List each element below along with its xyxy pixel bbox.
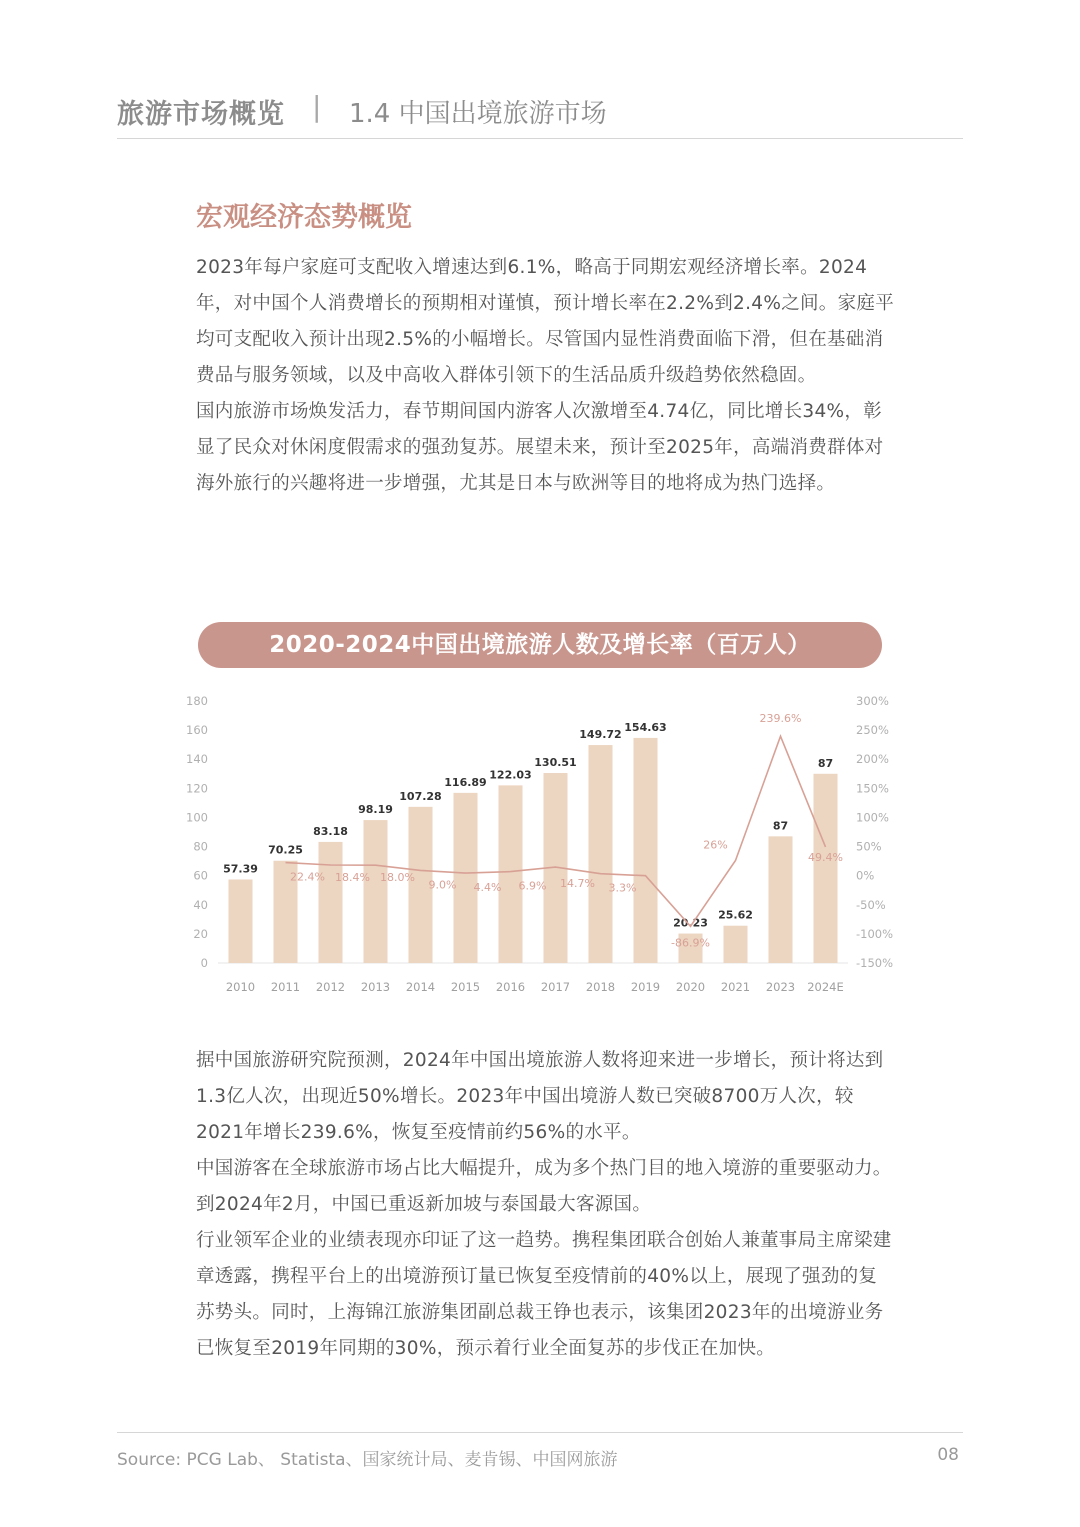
bar-value-label: 98.19 bbox=[358, 803, 393, 817]
bar bbox=[229, 879, 253, 963]
growth-rate-label: 49.4% bbox=[808, 850, 843, 864]
intro-paragraph-2: 国内旅游市场焕发活力，春节期间国内游客人次激增至4.74亿，同比增长34%，彰显了民众对休闲度假需求的强劲复苏。展望未来，预计至2025年，高端消费群体对海外旅行的兴趣将进一步增强，尤其是日本与欧洲等目的地将成为热门选择。 bbox=[196, 401, 884, 494]
bar bbox=[724, 926, 748, 963]
x-tick-label: 2023 bbox=[765, 980, 796, 994]
x-tick-label: 2012 bbox=[315, 980, 346, 994]
x-tick-label: 2010 bbox=[225, 980, 256, 994]
growth-rate-label: -86.9% bbox=[671, 936, 710, 950]
bar bbox=[319, 842, 343, 963]
bar-value-label: 87 bbox=[817, 756, 834, 770]
y-right-tick-label: 150% bbox=[856, 781, 889, 796]
growth-rate-label: 18.0% bbox=[380, 871, 415, 885]
intro-text bbox=[196, 250, 896, 502]
growth-rate-label: 26% bbox=[703, 838, 728, 852]
bar-value-label: 83.18 bbox=[313, 824, 348, 838]
header-title: 旅游市场概览 bbox=[117, 99, 285, 130]
y-right-tick-label: 100% bbox=[856, 810, 889, 825]
y-right-tick-label: 250% bbox=[856, 723, 889, 738]
y-right-tick-label: 50% bbox=[856, 839, 882, 854]
bar bbox=[634, 738, 658, 963]
y-left-tick-label: 120 bbox=[186, 781, 208, 796]
x-tick-label: 2013 bbox=[360, 980, 391, 994]
body-text bbox=[196, 1043, 896, 1367]
growth-rate-label: 3.3% bbox=[608, 881, 637, 895]
y-right-tick-label: -150% bbox=[856, 956, 894, 970]
bar bbox=[364, 820, 388, 963]
bar-value-label: 25.62 bbox=[718, 908, 753, 922]
bar-value-label: 20.23 bbox=[673, 916, 708, 930]
page-number: 08 bbox=[937, 1445, 959, 1465]
bar-value-label: 107.28 bbox=[399, 789, 442, 803]
x-tick-label: 2019 bbox=[630, 980, 661, 994]
bar-value-label: 57.39 bbox=[223, 862, 258, 876]
y-right-tick-label: 0% bbox=[856, 868, 875, 883]
page-header bbox=[117, 88, 963, 139]
x-tick-label: 2024E bbox=[807, 980, 844, 994]
header-subtitle: 1.4 中国出境旅游市场 bbox=[349, 99, 607, 129]
bar-value-label: 116.89 bbox=[444, 775, 487, 789]
y-right-tick-label: -50% bbox=[856, 897, 886, 912]
bar bbox=[454, 793, 478, 963]
x-tick-label: 2015 bbox=[450, 980, 481, 994]
bar-value-label: 87 bbox=[772, 819, 789, 833]
growth-rate-label: 239.6% bbox=[759, 712, 802, 726]
y-right-tick-label: -100% bbox=[856, 926, 894, 941]
growth-rate-label: 18.4% bbox=[335, 870, 370, 884]
bar bbox=[589, 745, 613, 963]
body-paragraph-1: 据中国旅游研究院预测，2024年中国出境旅游人数将迎来进一步增长，预计将达到1.3亿人次，出现近50%增长。2023年中国出境游人数已突破8700万人次，较2021年增长239.6%，恢复至疫情前约56%的水平。 bbox=[196, 1050, 884, 1143]
y-left-tick-label: 80 bbox=[193, 839, 208, 854]
chart-title-banner: 2020-2024中国出境旅游人数及增长率（百万人） bbox=[198, 622, 882, 668]
bar bbox=[769, 836, 793, 963]
header-separator: | bbox=[312, 90, 322, 123]
y-left-tick-label: 20 bbox=[193, 926, 208, 941]
y-left-tick-label: 60 bbox=[193, 868, 208, 883]
growth-rate-label: 14.7% bbox=[560, 877, 595, 891]
x-tick-label: 2011 bbox=[270, 980, 301, 994]
bar-value-label: 149.72 bbox=[579, 728, 622, 742]
growth-rate-label: 6.9% bbox=[518, 879, 547, 893]
y-left-tick-label: 40 bbox=[193, 897, 208, 912]
growth-rate-label: 22.4% bbox=[290, 870, 325, 884]
y-left-tick-label: 100 bbox=[186, 810, 208, 825]
x-tick-label: 2017 bbox=[540, 980, 571, 994]
page-footer bbox=[117, 1432, 963, 1477]
x-tick-label: 2014 bbox=[405, 980, 436, 994]
y-left-tick-label: 0 bbox=[200, 956, 208, 970]
y-right-tick-label: 200% bbox=[856, 752, 889, 767]
bar bbox=[499, 785, 523, 963]
x-tick-label: 2016 bbox=[495, 980, 526, 994]
y-right-tick-label: 300% bbox=[856, 694, 889, 708]
y-left-tick-label: 140 bbox=[186, 752, 208, 767]
section-title: 宏观经济态势概览 bbox=[196, 202, 412, 233]
x-tick-label: 2020 bbox=[675, 980, 706, 994]
bar-value-label: 130.51 bbox=[534, 756, 577, 770]
y-left-tick-label: 160 bbox=[186, 723, 208, 738]
growth-rate-label: 9.0% bbox=[428, 878, 457, 892]
intro-paragraph-1: 2023年每户家庭可支配收入增速达到6.1%，略高于同期宏观经济增长率。2024年，对中国个人消费增长的预期相对谨慎，预计增长率在2.2%到2.4%之间。家庭平均可支配收入预计出现2.5%的小幅增长。尽管国内显性消费面临下滑，但在基础消费品与服务领域，以及中高收入群体引领下的生活品质升级趋势依然稳固。 bbox=[196, 257, 895, 386]
bar bbox=[814, 774, 838, 963]
growth-rate-label: 4.4% bbox=[473, 881, 502, 895]
bar-value-label: 70.25 bbox=[268, 843, 303, 857]
x-tick-label: 2021 bbox=[720, 980, 751, 994]
body-paragraph-3: 行业领军企业的业绩表现亦印证了这一趋势。携程集团联合创始人兼董事局主席梁建章透露，携程平台上的出境游预订量已恢复至疫情前的40%以上，展现了强劲的复苏势头。同时，上海锦江旅游集团副总裁王铮也表示，该集团2023年的出境游业务已恢复至2019年同期的30%，预示着行业全面复苏的步伐正在加快。 bbox=[196, 1230, 892, 1359]
outbound-tourism-chart bbox=[180, 685, 900, 1005]
x-tick-label: 2018 bbox=[585, 980, 616, 994]
body-paragraph-2: 中国游客在全球旅游市场占比大幅提升，成为多个热门目的地入境游的重要驱动力。到2024年2月，中国已重返新加坡与泰国最大客源国。 bbox=[196, 1158, 892, 1215]
y-left-tick-label: 180 bbox=[186, 694, 208, 708]
footer-source: Source: PCG Lab、 Statista、国家统计局、麦肯锡、中国网旅游 bbox=[117, 1450, 618, 1470]
bar-value-label: 154.63 bbox=[624, 720, 667, 734]
bar-value-label: 122.03 bbox=[489, 768, 532, 782]
